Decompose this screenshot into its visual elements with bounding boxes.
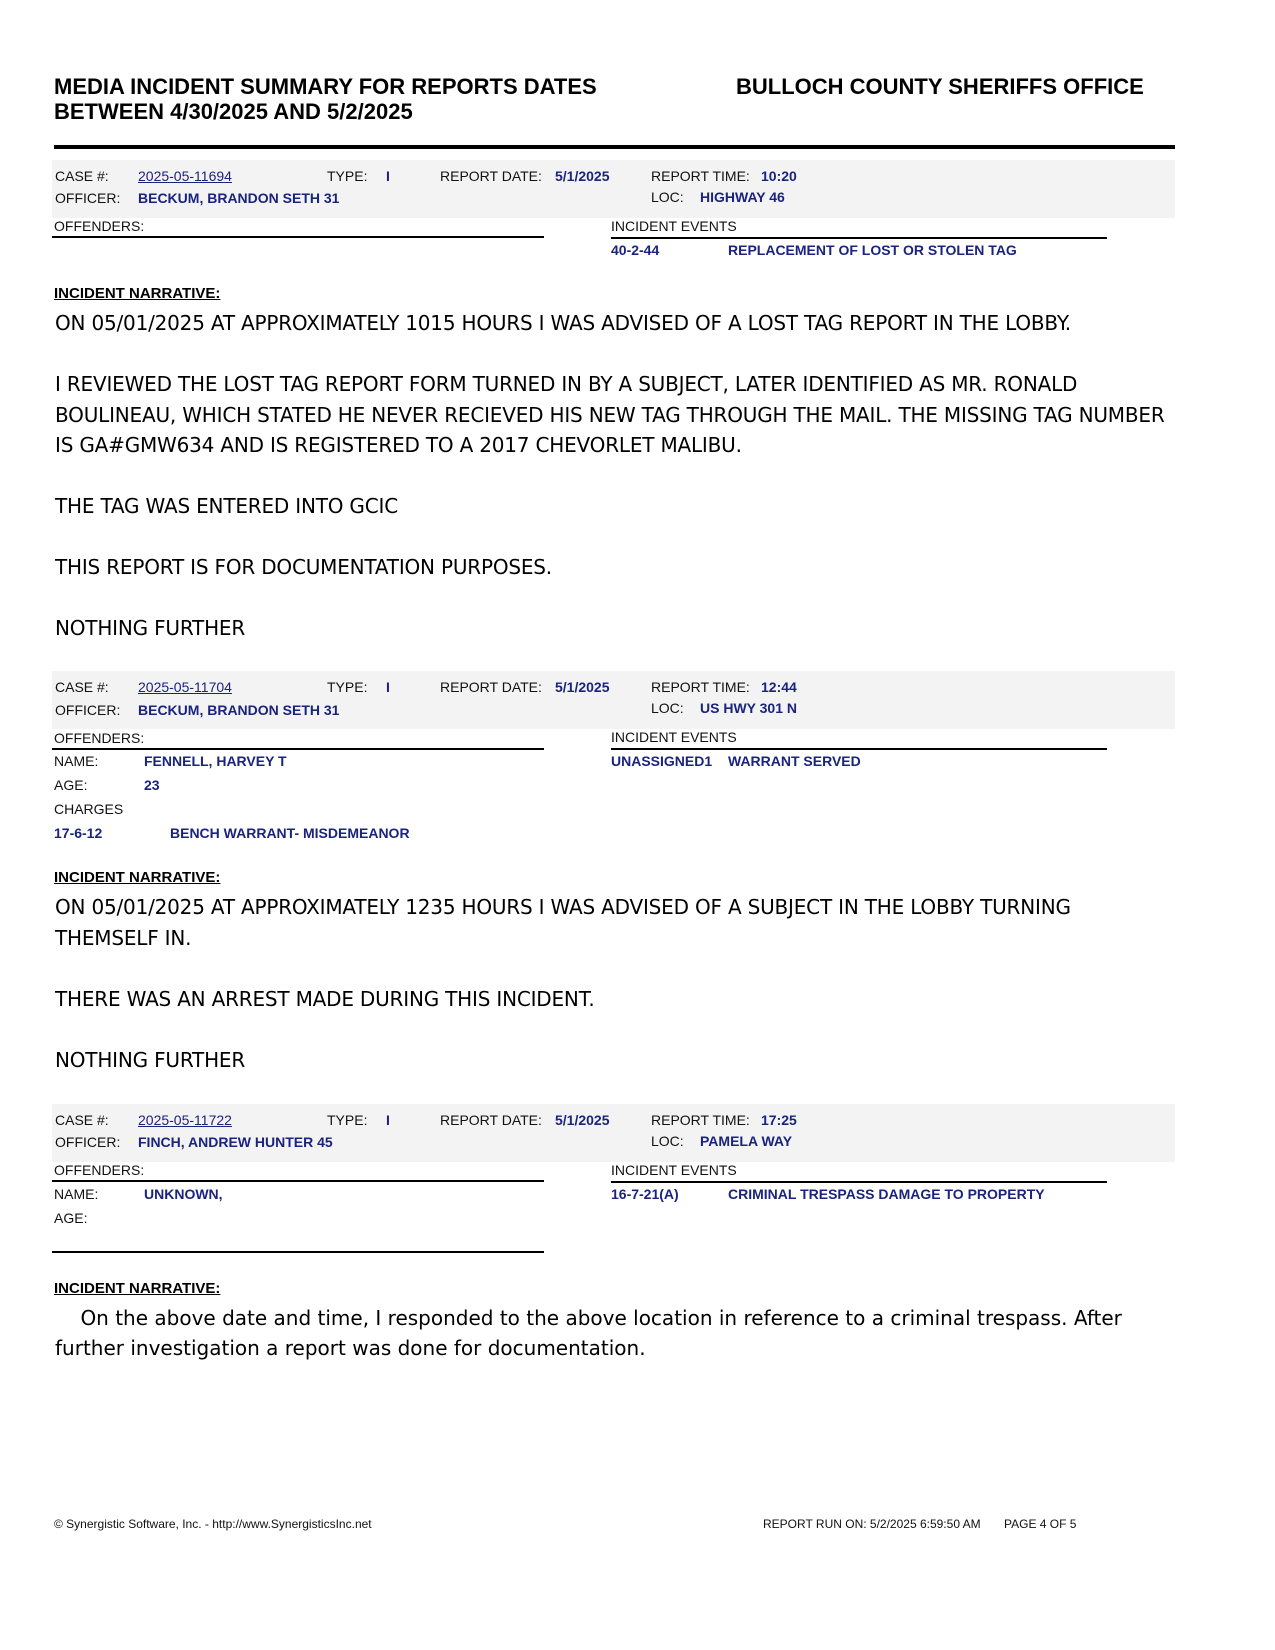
officer-value: BECKUM, BRANDON SETH 31: [138, 190, 340, 206]
age-label: AGE:: [54, 777, 88, 793]
report-date-value: 5/1/2025: [555, 1112, 610, 1128]
footer-copyright: © Synergistic Software, Inc. - http://www.SynergisticsInc.net: [54, 1517, 372, 1531]
report-time-label: REPORT TIME:: [651, 1112, 750, 1128]
offenders-label: OFFENDERS:: [54, 730, 145, 746]
event-code: 40-2-44: [611, 242, 660, 258]
report-time-value: 10:20: [761, 168, 797, 184]
offenders-label: OFFENDERS:: [54, 1162, 145, 1178]
type-label: TYPE:: [327, 168, 368, 184]
type-label: TYPE:: [327, 679, 368, 695]
report-time-label: REPORT TIME:: [651, 168, 750, 184]
case-label: CASE #:: [55, 168, 109, 184]
event-code: 16-7-21(A): [611, 1186, 679, 1202]
offenders-rule: [52, 748, 544, 750]
loc-label: LOC:: [651, 700, 684, 716]
name-label: NAME:: [54, 1186, 99, 1202]
narrative-text: ON 05/01/2025 AT APPROXIMATELY 1235 HOURS I WAS ADVISED OF A SUBJECT IN THE LOBBY TURNING THEMSELF IN. THERE WAS AN ARREST MADE DURING THIS INCIDENT. NOTHING FURTHER: [55, 895, 1071, 1072]
case-number-link[interactable]: 2025-05-11694: [138, 168, 232, 184]
report-date-value: 5/1/2025: [555, 679, 610, 695]
charge-code: 17-6-12: [54, 825, 103, 841]
offender-age: 23: [144, 777, 160, 793]
narrative-text: On the above date and time, I responded to the above location in reference to a criminal trespass. After further investigation a report was done for documentation.: [55, 1306, 1129, 1360]
events-rule: [611, 237, 1107, 239]
report-title-line1: MEDIA INCIDENT SUMMARY FOR REPORTS DATES: [54, 74, 597, 99]
agency-name: BULLOCH COUNTY SHERIFFS OFFICE: [736, 74, 1144, 99]
case-number-link[interactable]: 2025-05-11704: [138, 679, 232, 695]
offenders-rule: [52, 1180, 544, 1182]
report-time-label: REPORT TIME:: [651, 679, 750, 695]
case-label: CASE #:: [55, 1112, 109, 1128]
offender-section-rule: [52, 1251, 544, 1253]
type-value: I: [386, 679, 390, 695]
incident-events-label: INCIDENT EVENTS: [611, 1162, 737, 1178]
incident-events-label: INCIDENT EVENTS: [611, 218, 737, 234]
offenders-rule: [52, 236, 544, 238]
narrative-text: ON 05/01/2025 AT APPROXIMATELY 1015 HOURS I WAS ADVISED OF A LOST TAG REPORT IN THE LOBBY. I REVIEWED THE LOST TAG REPORT FORM TURNED IN BY A SUBJECT, LATER IDENTIFIED AS MR. RONALD BOULINEAU, WHICH STATED HE NEVER RECIEVED HIS NEW TAG THROUGH THE MAIL. THE MISSING TAG NUMBER IS GA#GMW634 AND IS REGISTERED TO A 2017 CHEVORLET MALIBU. THE TAG WAS ENTERED INTO GCIC THIS REPORT IS FOR DOCUMENTATION PURPOSES. NOTHING FURTHER: [55, 311, 1165, 640]
loc-label: LOC:: [651, 189, 684, 205]
report-title-line2: BETWEEN 4/30/2025 AND 5/2/2025: [54, 99, 413, 124]
header-rule: [54, 145, 1175, 149]
loc-value: US HWY 301 N: [700, 700, 797, 716]
age-label: AGE:: [54, 1210, 88, 1226]
officer-label: OFFICER:: [55, 190, 121, 206]
name-label: NAME:: [54, 753, 99, 769]
offenders-label: OFFENDERS:: [54, 218, 145, 234]
officer-value: BECKUM, BRANDON SETH 31: [138, 702, 340, 718]
event-code: UNASSIGNED1: [611, 753, 713, 769]
report-time-value: 17:25: [761, 1112, 797, 1128]
events-rule: [611, 1181, 1107, 1183]
case-label: CASE #:: [55, 679, 109, 695]
narrative-heading: INCIDENT NARRATIVE:: [54, 869, 221, 886]
narrative-heading: INCIDENT NARRATIVE:: [54, 1280, 221, 1297]
type-label: TYPE:: [327, 1112, 368, 1128]
events-rule: [611, 748, 1107, 750]
officer-label: OFFICER:: [55, 1134, 121, 1150]
report-date-label: REPORT DATE:: [440, 168, 542, 184]
report-date-value: 5/1/2025: [555, 168, 610, 184]
loc-value: HIGHWAY 46: [700, 189, 785, 205]
footer-page-number: PAGE 4 OF 5: [1004, 1517, 1077, 1531]
type-value: I: [386, 168, 390, 184]
charges-label: CHARGES: [54, 801, 124, 817]
event-description: CRIMINAL TRESPASS DAMAGE TO PROPERTY: [728, 1186, 1045, 1202]
offender-name: UNKNOWN,: [144, 1186, 223, 1202]
event-description: WARRANT SERVED: [728, 753, 861, 769]
offender-name: FENNELL, HARVEY T: [144, 753, 287, 769]
loc-label: LOC:: [651, 1133, 684, 1149]
officer-label: OFFICER:: [55, 702, 121, 718]
case-number-link[interactable]: 2025-05-11722: [138, 1112, 232, 1128]
type-value: I: [386, 1112, 390, 1128]
report-date-label: REPORT DATE:: [440, 679, 542, 695]
event-description: REPLACEMENT OF LOST OR STOLEN TAG: [728, 242, 1017, 258]
narrative-heading: INCIDENT NARRATIVE:: [54, 285, 221, 302]
loc-value: PAMELA WAY: [700, 1133, 793, 1149]
incident-events-label: INCIDENT EVENTS: [611, 729, 737, 745]
footer-report-run: REPORT RUN ON: 5/2/2025 6:59:50 AM: [763, 1517, 981, 1531]
report-date-label: REPORT DATE:: [440, 1112, 542, 1128]
charge-description: BENCH WARRANT- MISDEMEANOR: [170, 825, 410, 841]
officer-value: FINCH, ANDREW HUNTER 45: [138, 1134, 333, 1150]
report-time-value: 12:44: [761, 679, 797, 695]
